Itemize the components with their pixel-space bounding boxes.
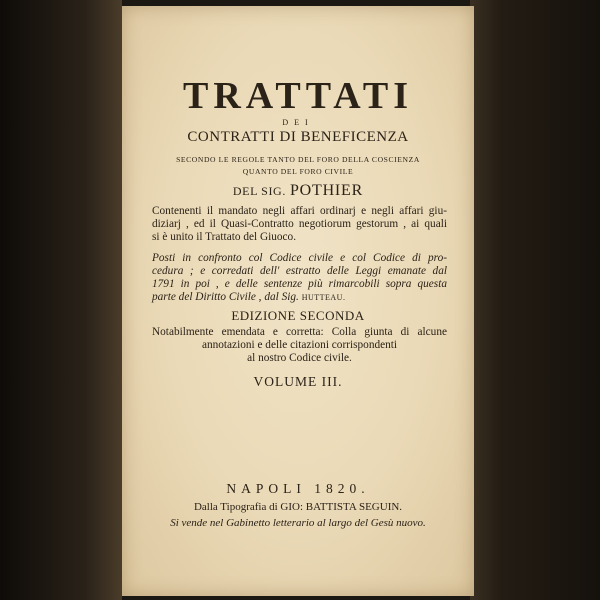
edition-label: EDIZIONE SECONDA [231,308,365,323]
seller-line: Si vende nel Gabinetto letterario al largo del Gesù nuovo. [170,517,426,529]
commentary-paragraph [152,252,447,304]
book-binding-left [0,0,122,600]
author-line [122,182,474,200]
title-page [122,6,474,596]
contents-line: si è unito il Trattato del Giuoco. [152,231,297,243]
commentary-line: parte del Diritto Civile , dal Sig. [152,291,299,303]
contents-paragraph [152,205,447,244]
title-connector: DEI [282,118,314,127]
edition-note-line: al nostro Codice civile. [247,352,352,364]
edition-note [152,326,447,365]
author-prefix: DEL SIG. [232,184,286,198]
contents-line: Contenenti il mandato negli affari ordinarj e negli affari giu- [152,205,447,217]
subtitle-line-2: QUANTO DEL FORO CIVILE [242,167,354,176]
edition-note-line: annotazioni e delle citazioni corrispondenti [201,339,398,351]
subtitle-line-1: SECONDO LE REGOLE TANTO DEL FORO DELLA COSCIENZA [176,155,420,164]
commentary-line: Posti in confronto col Codice civile e col Codice di pro- [152,252,447,264]
edition-note-line: Notabilmente emendata e corretta: Colla giunta di alcune [152,326,447,338]
commentary-line: cedura ; e corredati dell' estratto delle Leggi emanate dal [152,265,447,277]
commentary-line-final [152,291,447,304]
contents-line: diziarj , ed il Quasi-Contratto negotiorum gestorum , ai quali [152,218,447,230]
book-binding-right [470,0,600,600]
volume-label: VOLUME III. [253,374,343,389]
author-name: POTHIER [289,182,364,199]
imprint-city-year: NAPOLI 1820. [226,481,370,496]
commentary-line: 1791 in poi , e delle sentenze più rimarcobili sopra questa [152,278,447,290]
commentator-name: HUTTEAU. [301,293,346,302]
book-title: TRATTATI [182,75,414,117]
book-subject: CONTRATTI DI BENEFICENZA [187,129,409,145]
printer-line: Dalla Tipografia di GIO: BATTISTA SEGUIN. [193,501,403,513]
